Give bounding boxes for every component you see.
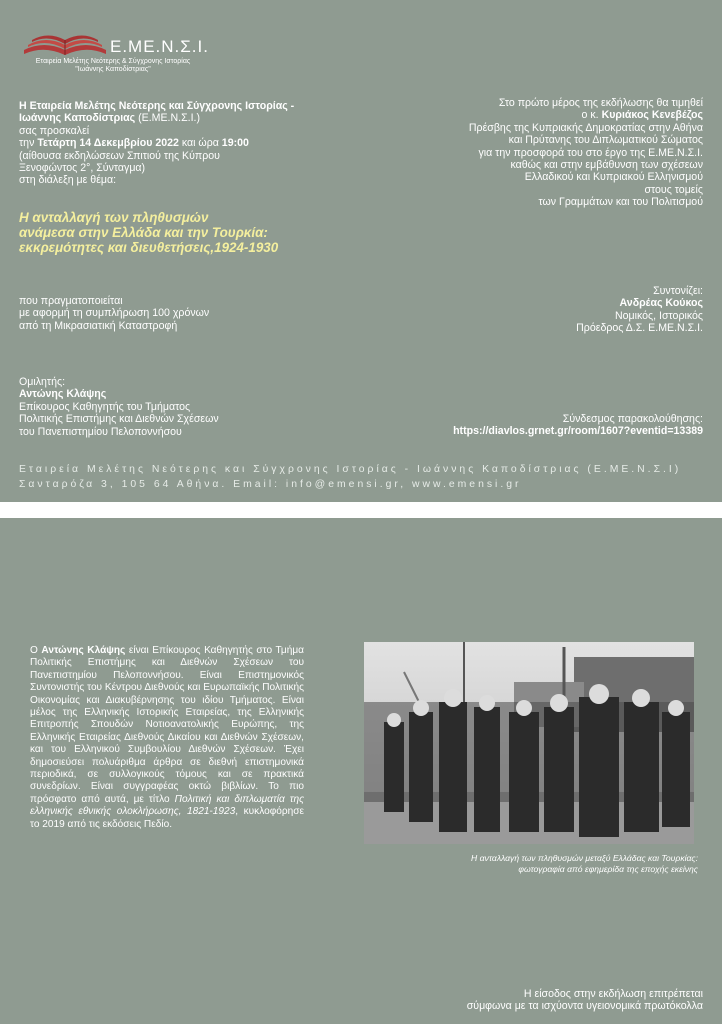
topic-intro: στη διάλεξη με θέμα: — [19, 174, 117, 187]
honor-line: των Γραμμάτων και του Πολιτισμού — [538, 196, 703, 209]
bio-name: Αντώνης Κλάψης — [41, 645, 126, 656]
bio-book-title: Πολιτική και διπλωματία της ελληνικής εθνικής ολοκλήρωσης, 1821-1923 — [30, 793, 304, 818]
event-time: 19:00 — [221, 137, 249, 150]
honor-line: καθώς και στην εμβάθυνση των σχέσεων — [510, 159, 703, 172]
honor-block — [380, 97, 703, 209]
title-line: ανάμεσα στην Ελλάδα και την Τουρκία: — [19, 225, 268, 241]
honor-line: και Πρύτανης του Διπλωματικού Σώματος — [508, 134, 703, 147]
speaker-name: Αντώνης Κλάψης — [19, 388, 107, 401]
stream-label: Σύνδεσμος παρακολούθησης: — [562, 413, 703, 425]
stream-link[interactable]: https://diavlos.grnet.gr/room/1607?eventid=13389 — [453, 425, 703, 438]
honor-line: Ελλαδικού και Κυπριακού Ελληνισμού — [524, 171, 703, 184]
footer — [19, 462, 709, 492]
occasion-text — [19, 295, 349, 332]
org-abbr: (Ε.ΜΕ.Ν.Σ.Ι.) — [135, 112, 201, 125]
bio-text: , κυκλοφόρησε το 2019 από τις εκδόσεις Πεδίο. — [30, 806, 304, 830]
org-name: Ιωάννης Καποδίστριας — [19, 112, 136, 125]
speaker-block — [19, 376, 349, 438]
moderator-name: Ανδρέας Κούκος — [619, 297, 703, 310]
footer-contact: Σανταρόζα 3, 105 64 Αθήνα. Email: info@emensi.gr, www.emensi.gr — [19, 479, 522, 490]
entry-notice — [380, 988, 703, 1013]
logo — [20, 30, 110, 60]
venue-line: Ξενοφώντος 2°, Σύνταγμα) — [19, 162, 146, 175]
event-date: Τετάρτη 14 Δεκεμβρίου 2022 — [37, 137, 179, 150]
venue-line: (αίθουσα εκδηλώσεων Σπιτιού της Κύπρου — [19, 149, 220, 162]
honor-line: Στο πρώτο μέρος της εκδήλωσης θα τιμηθεί — [498, 97, 703, 109]
bio-prefix: Ο — [30, 645, 42, 656]
speaker-role: Επίκουρος Καθηγητής του Τμήματος — [19, 400, 191, 413]
moderator-role: Πρόεδρος Δ.Σ. Ε.ΜΕ.Ν.Σ.Ι. — [576, 322, 703, 335]
speaker-label: Ομιλητής: — [19, 376, 66, 388]
honor-line: στους τομείς — [644, 183, 703, 196]
footer-org: Εταιρεία Μελέτης Νεότερης και Σύγχρονης Ιστορίας - Ιωάννης Καποδίστριας (Ε.ΜΕ.Ν.Σ.Ι) — [19, 464, 682, 475]
occasion-line: από τη Μικρασιατική Καταστροφή — [19, 319, 178, 332]
historical-photo — [364, 642, 694, 844]
open-book-logo-icon — [20, 30, 110, 60]
refugees-photo-image — [364, 642, 694, 844]
title-line: Η ανταλλαγή των πληθυσμών — [19, 210, 209, 225]
org-name: Η Εταιρεία Μελέτης Νεότερης και Σύγχρονης Ιστορίας - — [19, 100, 295, 112]
invitation-text — [19, 100, 349, 187]
stream-block — [360, 413, 703, 438]
notice-line: σύμφωνα με τα ισχύοντα υγειονομικά πρωτόκολλα — [466, 1000, 703, 1013]
date-prefix: την — [19, 137, 38, 150]
caption-line: Η ανταλλαγή των πληθυσμών μεταξύ Ελλάδας και Τουρκίας: — [471, 853, 698, 863]
honor-line: Πρέσβης της Κυπριακής Δημοκρατίας στην Αθήνα — [468, 121, 703, 134]
logo-subtitle-line: "Ιωάννης Καποδίστριας" — [75, 66, 151, 73]
caption-line: φωτογραφία από εφημερίδα της εποχής εκείνης — [518, 864, 698, 874]
honoree-name: Κυριάκος Κενεβέζος — [601, 109, 703, 122]
logo-name: Ε.ΜΕ.Ν.Σ.Ι. — [110, 37, 209, 56]
moderator-label: Συντονίζει: — [653, 285, 703, 297]
logo-subtitle — [28, 58, 198, 74]
invitation-panel — [0, 0, 722, 502]
honor-line: για την προσφορά του στο έργο της Ε.ΜΕ.Ν.Σ.Ι. — [478, 146, 703, 159]
speaker-role: Πολιτικής Επιστήμης και Διεθνών Σχέσεων — [19, 413, 219, 426]
occasion-line: που πραγματοποιείται — [19, 295, 123, 307]
moderator-block — [380, 285, 703, 335]
speaker-role: του Πανεπιστημίου Πελοποννήσου — [19, 425, 182, 438]
invites-text: σας προσκαλεί — [19, 124, 90, 137]
moderator-role: Νομικός, Ιστορικός — [614, 309, 703, 322]
occasion-line: με αφορμή τη συμπλήρωση 100 χρόνων — [19, 307, 210, 320]
title-line: εκκρεμότητες και διευθετήσεις,1924-1930 — [19, 240, 279, 256]
honor-prefix: ο κ. — [581, 109, 602, 122]
notice-line: Η είσοδος στην εκδήλωση επιτρέπεται — [523, 988, 703, 1000]
lecture-title — [19, 210, 359, 256]
bio-text: είναι Επίκουρος Καθηγητής στο Τμήμα Πολιτικής Επιστήμης και Διεθνών Σχέσεων του Πανεπιστημίου Πελοποννήσου. Είναι Επιστημονικός Συντονιστής του Κέντρου Διεθνούς και Ευρωπαϊκής Πολιτικής Οικονομίας και Διακυβέρνησης του ιδίου Τμήματος. Είναι μέλος της Ελληνικής Ιστορικής Εταιρείας, της Ελληνικής Επιτροπής Σπουδών Νοτιοανατολικής Ευρώπης, της Ελληνικής Εταιρείας Διεθνούς Δικαίου και Διεθνών Σχέσεων, και του Ελληνικού Συμβουλίου Διεθνών Σχέσεων. Έχει δημοσιεύσει πολυάριθμα άρθρα σε διεθνή επιστημονικά περιοδικά, σε συλλογικούς τόμους και σε πρακτικά συνεδρίων. Είναι συγγραφέας οκτώ βιβλίων. Το πιο πρόσφατο από αυτά, με τίτλο — [30, 645, 304, 805]
date-mid: και ώρα — [178, 137, 222, 150]
logo-subtitle-line: Εταιρεία Μελέτης Νεότερης & Σύγχρονης Ιστορίας — [35, 58, 191, 65]
photo-caption — [360, 853, 698, 875]
speaker-bio — [30, 645, 304, 831]
